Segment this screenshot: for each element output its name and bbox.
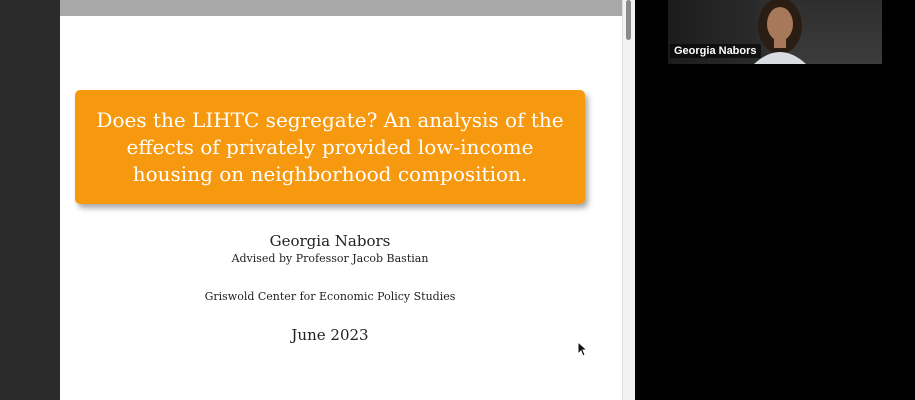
participant-video-tile[interactable] (668, 0, 882, 64)
author-name: Georgia Nabors (269, 232, 391, 250)
mouse-cursor-icon (577, 341, 587, 357)
slide-title: Does the LIHTC segregate? An analysis of the effects of privately provided low-income housing on neighborhood composition. (96, 107, 564, 186)
previous-page-edge (60, 0, 622, 16)
participant-name-label: Georgia Nabors (670, 44, 761, 58)
scrollbar-thumb[interactable] (626, 0, 631, 40)
institution-name: Griswold Center for Economic Policy Studies (204, 290, 456, 303)
advisor-line: Advised by Professor Jacob Bastian (231, 252, 429, 265)
slide-page (60, 16, 622, 400)
presentation-date: June 2023 (291, 326, 369, 344)
scrollbar[interactable] (622, 0, 635, 400)
title-box (75, 90, 585, 204)
